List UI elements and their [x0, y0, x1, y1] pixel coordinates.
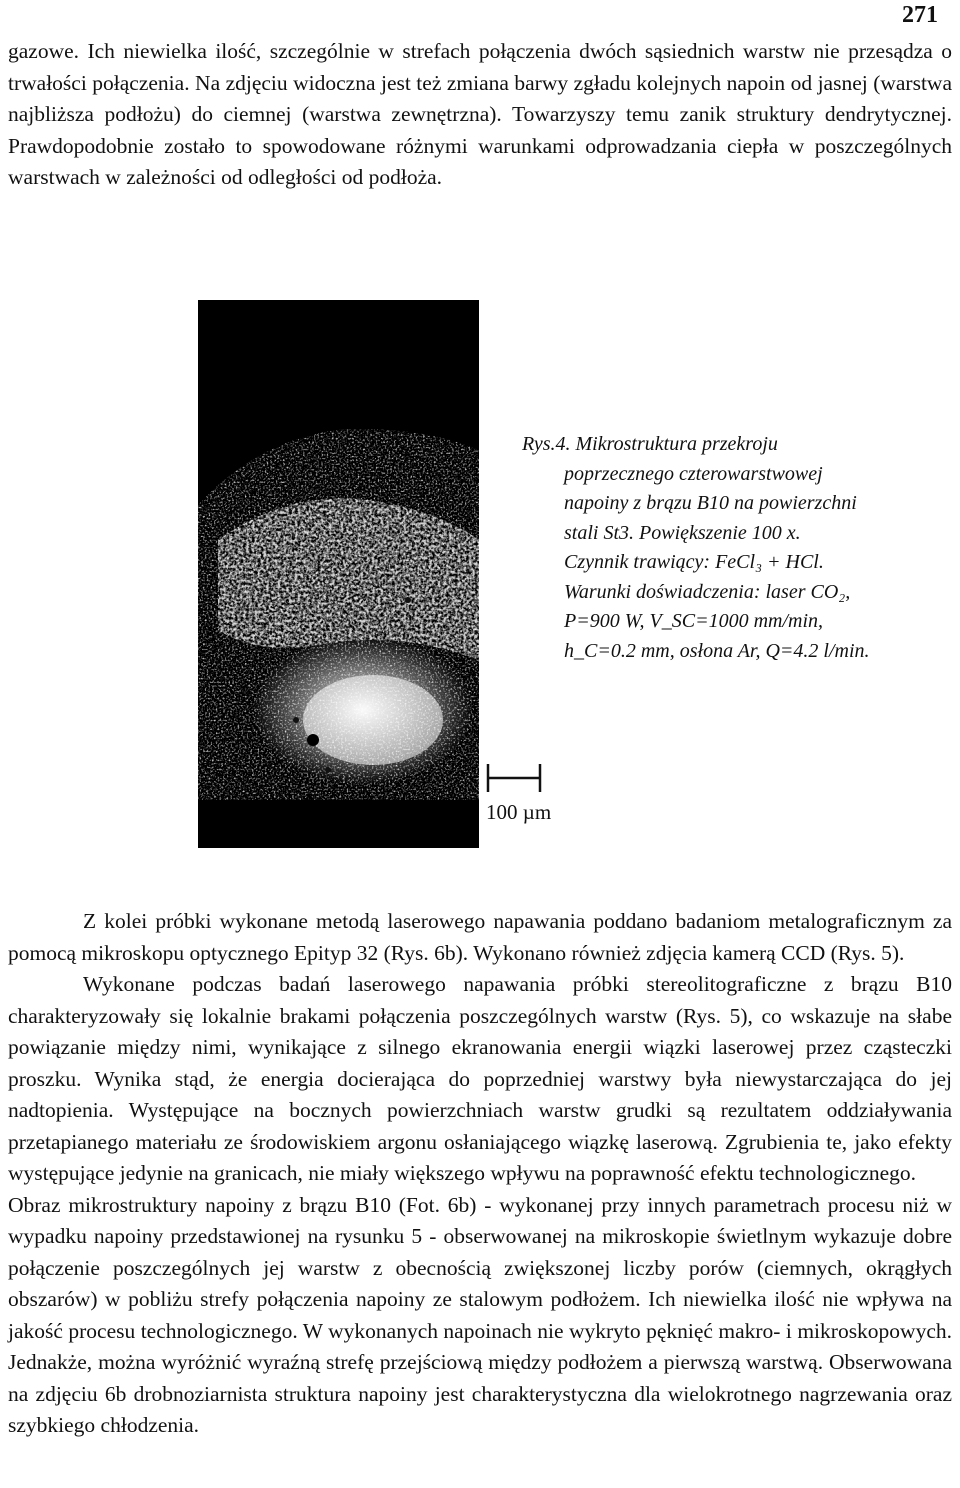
caption-line: poprzecznego czterowarstwowej [564, 462, 823, 485]
paragraph: Wykonane podczas badań laserowego napawania próbki stereolitograficzne z brązu B10 charakteryzowały się lokalnie brakami połączenia poszczególnych warstw (Rys. 5), co wskazuje na słabe powiązanie między nimi, wynikające z silnego ekranowania energii wiązki laserowej przez cząsteczki proszku. Wynika stąd, że energia docierająca do poprzedniej warstwy była niewystarczająca do jej nadtopienia. Występujące na bocznych powierzchniach warstw grudki są rezultatem oddziaływania przetapianego materiału ze środowiskiem argonu osłaniającego wiązkę laserową. Zgrubienia te, jako efekty występujące jedynie na granicach, nie miały większego wpływu na poprawność efektu technologicznego. [8, 972, 952, 1185]
caption-line: h_C=0.2 mm, osłona Ar, Q=4.2 l/min. [564, 639, 870, 662]
caption-line: Rys.4. Mikrostruktura przekroju [522, 433, 778, 455]
scale-bar [486, 762, 542, 794]
paragraph: Z kolei próbki wykonane metodą laserowego napawania poddano badaniom metalograficznym za pomocą mikroskopu optycznego Epityp 32 (Rys. 6b). Wykonano również zdjęcia kamerą CCD (Rys. 5). [8, 909, 952, 965]
paragraph: Obraz mikrostruktury napoiny z brązu B10 (Fot. 6b) - wykonanej przy innych parametrach procesu niż w wypadku napoiny przedstawionej na rysunku 5 - obserwowanej na mikroskopie świetlnym wykazuje dobre połączenie poszczególnych jej warstw z obecnością zwiększonej liczby porów (ciemnych, okrągłych obszarów) w pobliżu strefy połączenia napoiny ze stalowym podłożem. Ich niewielka ilość nie wpływa na jakość procesu technologicznego. W wykonanych napoinach nie wykryto pęknięć makro- i mikroskopowych. Jednakże, można wyróżnić wyraźną strefę przejściową między podłożem a pierwszą warstwą. Obserwowana na zdjęciu 6b drobnoziarnista struktura napoiny jest charakterystyczna dla wielokrotnego nagrzewania oraz szybkiego chłodzenia. [8, 1192, 952, 1437]
figure-caption [522, 430, 952, 666]
caption-line: stali St3. Powiększenie 100 x. [564, 521, 801, 544]
caption-line: Warunki doświadczenia: laser CO₂, [564, 580, 851, 603]
body-text [8, 906, 952, 1442]
caption-line: napoiny z brązu B10 na powierzchni [564, 492, 857, 514]
scale-label: 100 µm [486, 800, 552, 824]
caption-line: Czynnik trawiący: FeCl₃ + HCl. [564, 551, 824, 573]
micrograph-image [198, 300, 479, 848]
page-number: 271 [902, 2, 938, 28]
caption-line: P=900 W, V_SC=1000 mm/min, [564, 610, 824, 632]
top-paragraph: gazowe. Ich niewielka ilość, szczególnie w strefach połączenia dwóch sąsiednich warstw nie przesądza o trwałości połączenia. Na zdjęciu widoczna jest też zmiana barwy zgładu kolejnych napoin od jasnej (warstwa najbliższa podłożu) do ciemnej (warstwa zewnętrzna). Towarzyszy temu zanik struktury dendrytycznej. Prawdopodobnie zostało to spowodowane różnymi warunkami odprowadzania ciepła w poszczególnych warstwach w zależności od odległości od podłoża. [8, 39, 952, 189]
